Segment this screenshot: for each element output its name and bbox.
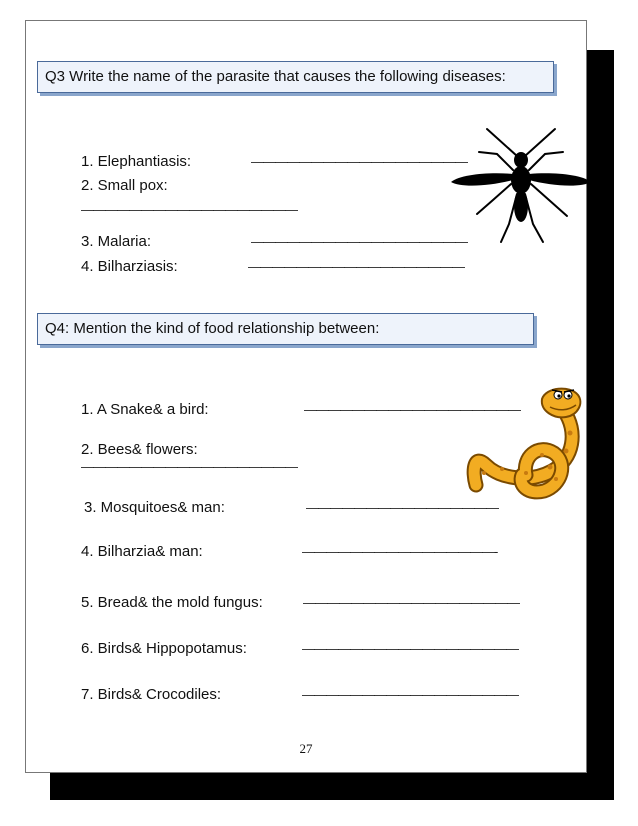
q4-item-4-answer-line[interactable]: ————————————————- xyxy=(302,544,498,559)
q4-item-1-answer-line[interactable]: —————————————————— xyxy=(304,402,520,417)
q4-item-4 xyxy=(81,543,203,560)
q3-item-1-label: 1. Elephantiasis: xyxy=(81,153,192,170)
q4-item-2-answer-line[interactable]: —————————————————— xyxy=(81,459,297,474)
q4-item-3-answer-line[interactable]: ———————————————— xyxy=(306,500,498,515)
q3-item-4 xyxy=(81,258,178,275)
q3-item-3 xyxy=(81,233,151,250)
q4-item-1 xyxy=(81,401,209,418)
q3-item-3-answer-line[interactable]: —————————————————— xyxy=(251,234,467,249)
q3-item-3-label: 3. Malaria: xyxy=(81,233,152,250)
q4-item-7 xyxy=(81,686,221,703)
q4-item-3-label: 3. Mosquitoes& man: xyxy=(84,499,225,516)
q4-item-4-label: 4. Bilharzia& man: xyxy=(81,543,203,560)
q4-item-2-label: 2. Bees& flowers: xyxy=(81,441,198,458)
q4-item-3 xyxy=(84,499,225,516)
q4-item-5-label: 5. Bread& the mold fungus: xyxy=(81,594,263,611)
snake-icon xyxy=(466,381,588,501)
q4-item-1-label: 1. A Snake& a bird: xyxy=(81,401,209,418)
q3-heading: Q3 Write the name of the parasite that causes the following diseases: xyxy=(37,61,554,93)
q4-item-2 xyxy=(81,441,198,458)
mosquito-icon xyxy=(451,124,591,244)
q4-item-6-answer-line[interactable]: —————————————————— xyxy=(302,641,518,656)
q4-item-5 xyxy=(81,594,263,611)
q4-item-6-label: 6. Birds& Hippopotamus: xyxy=(81,640,247,657)
q3-item-2 xyxy=(81,177,168,194)
q3-item-2-label: 2. Small pox: xyxy=(81,177,168,194)
q4-item-5-answer-line[interactable]: —————————————————— xyxy=(303,595,519,610)
q3-item-4-label: 4. Bilharziasis: xyxy=(81,258,178,275)
q3-item-4-answer-line[interactable]: —————————————————— xyxy=(248,259,464,274)
q4-heading: Q4: Mention the kind of food relationship between: xyxy=(37,313,534,345)
q4-item-6 xyxy=(81,640,247,657)
q4-item-7-label: 7. Birds& Crocodiles: xyxy=(81,686,222,703)
page-number: 27 xyxy=(299,741,313,756)
q3-item-2-answer-line[interactable]: —————————————————— xyxy=(81,202,297,217)
worksheet-page xyxy=(25,20,587,773)
q4-item-7-answer-line[interactable]: —————————————————— xyxy=(302,687,518,702)
q3-item-1 xyxy=(81,153,191,170)
q3-item-1-answer-line[interactable]: —————————————————— xyxy=(251,154,467,169)
